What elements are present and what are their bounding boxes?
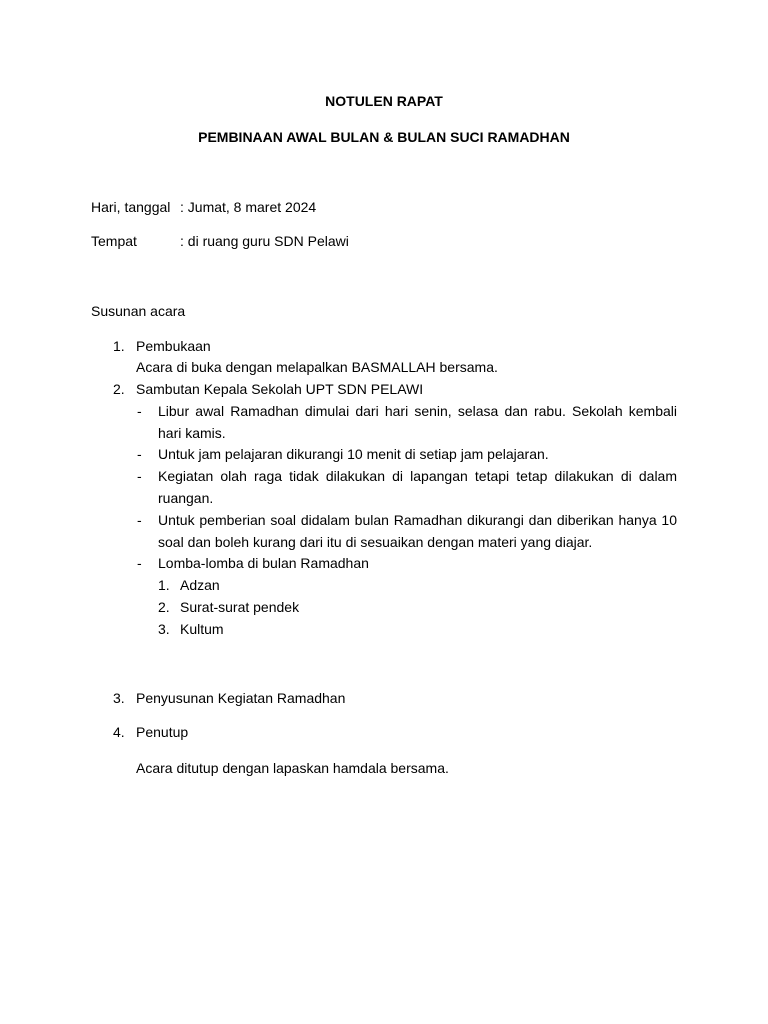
list-item-title: Penyusunan Kegiatan Ramadhan bbox=[136, 690, 346, 706]
list-item-description: Acara di buka dengan melapalkan BASMALLAH bersama. bbox=[136, 359, 498, 375]
sub-list-item: Surat-surat pendek bbox=[180, 599, 300, 615]
sub-list-number: 1. bbox=[158, 577, 170, 593]
document-title: NOTULEN RAPAT bbox=[325, 93, 443, 109]
bullet-text: Untuk pemberian soal didalam bulan Ramadhan dikurangi dan diberikan hanya 10 soal dan boleh kurang dari itu di sesuaikan dengan materi yang diajar. bbox=[158, 512, 677, 550]
list-item-number: 3. bbox=[113, 690, 125, 706]
bullet-text: Untuk jam pelajaran dikurangi 10 menit di setiap jam pelajaran. bbox=[158, 446, 549, 462]
list-item-number: 1. bbox=[113, 338, 125, 354]
bullet-marker: - bbox=[137, 468, 142, 484]
list-item-title: Pembukaan bbox=[136, 338, 211, 354]
list-item-title: Sambutan Kepala Sekolah UPT SDN PELAWI bbox=[136, 381, 424, 397]
list-item-title: Penutup bbox=[136, 724, 189, 740]
agenda-heading: Susunan acara bbox=[91, 303, 186, 319]
bullet-text: Libur awal Ramadhan dimulai dari hari senin, selasa dan rabu. Sekolah kembali hari kamis. bbox=[158, 403, 677, 441]
place-label: Tempat bbox=[91, 233, 137, 249]
document-subtitle: PEMBINAAN AWAL BULAN & BULAN SUCI RAMADHAN bbox=[198, 129, 570, 145]
sub-list-item: Kultum bbox=[180, 621, 224, 637]
sub-list-number: 3. bbox=[158, 621, 170, 637]
bullet-marker: - bbox=[137, 446, 142, 462]
bullet-text: Kegiatan olah raga tidak dilakukan di lapangan tetapi tetap dilakukan di dalam ruangan. bbox=[158, 468, 677, 506]
place-value: : di ruang guru SDN Pelawi bbox=[180, 233, 349, 249]
list-item-number: 2. bbox=[113, 381, 125, 397]
day-value: : Jumat, 8 maret 2024 bbox=[180, 199, 317, 215]
bullet-marker: - bbox=[137, 512, 142, 528]
day-label: Hari, tanggal bbox=[91, 199, 171, 215]
bullet-marker: - bbox=[137, 403, 142, 419]
sub-list-number: 2. bbox=[158, 599, 170, 615]
bullet-text: Lomba-lomba di bulan Ramadhan bbox=[158, 555, 369, 571]
list-item-number: 4. bbox=[113, 724, 125, 740]
sub-list-item: Adzan bbox=[180, 577, 220, 593]
list-item-description: Acara ditutup dengan lapaskan hamdala bersama. bbox=[136, 760, 449, 776]
bullet-marker: - bbox=[137, 555, 142, 571]
